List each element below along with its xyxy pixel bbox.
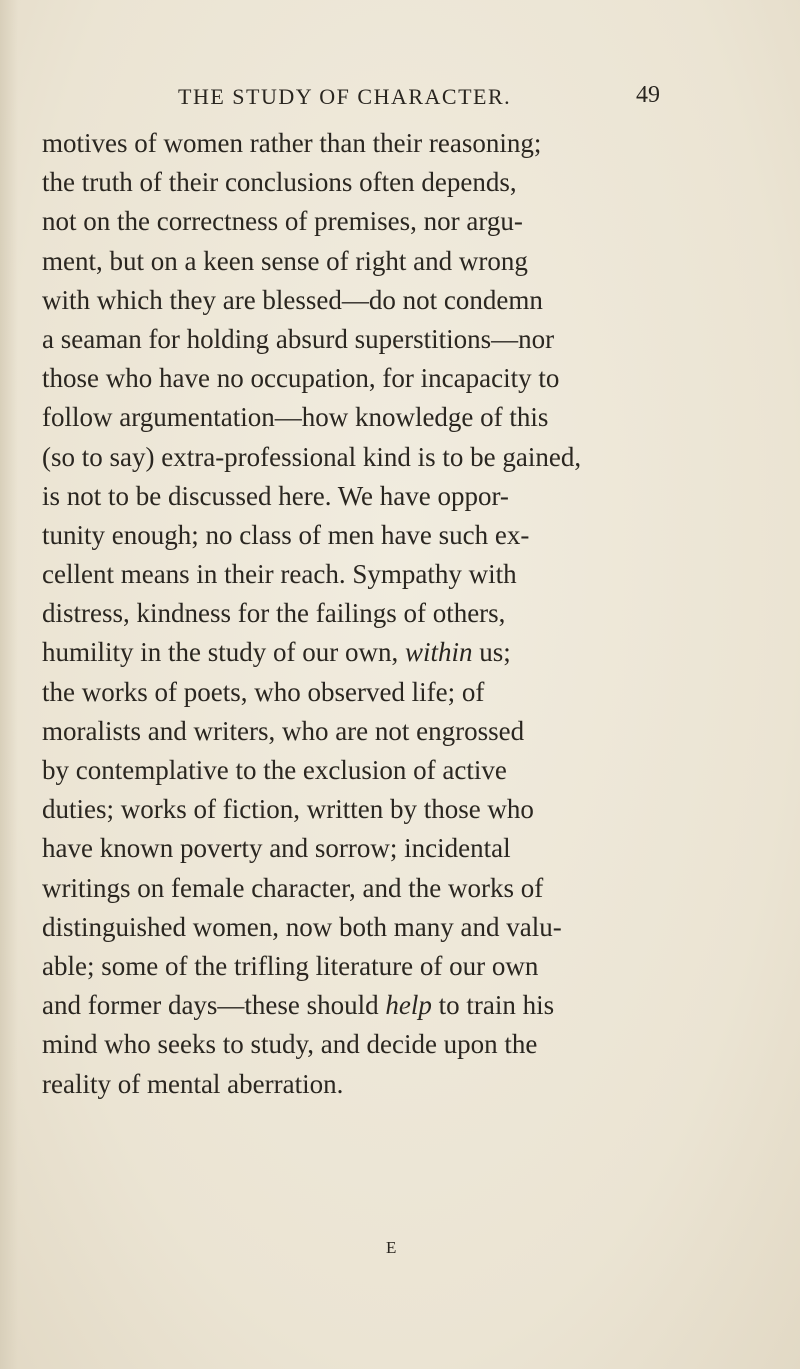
text-line: writings on female character, and the works of xyxy=(42,872,544,903)
text-line: reality of mental aberration. xyxy=(42,1068,344,1099)
text-line: the works of poets, who observed life; of xyxy=(42,676,485,707)
text-segment: and former days—these should xyxy=(42,990,386,1021)
text-segment: humility in the study of our own, xyxy=(42,637,405,668)
text-line: with which they are blessed—do not condemn xyxy=(42,284,543,315)
text-segment: to train his xyxy=(431,990,555,1021)
text-line: is not to be discussed here. We have oppor- xyxy=(42,480,509,511)
running-head xyxy=(0,84,800,114)
text-line: duties; works of fiction, written by those who xyxy=(42,794,534,825)
body-text xyxy=(42,124,772,1104)
text-line: distinguished women, now both many and valu- xyxy=(42,911,562,942)
text-line: motives of women rather than their reasoning; xyxy=(42,128,542,158)
text-line: by contemplative to the exclusion of active xyxy=(42,755,507,785)
italic-word: help xyxy=(385,990,432,1021)
italic-word: within xyxy=(404,637,473,668)
text-line: mind who seeks to study, and decide upon the xyxy=(42,1029,538,1060)
text-line: cellent means in their reach. Sympathy with xyxy=(42,559,517,590)
text-line: moralists and writers, who are not engrossed xyxy=(42,715,525,746)
text-line xyxy=(42,633,772,672)
page-edge-shadow xyxy=(0,0,18,1369)
text-line: (so to say) extra-professional kind is to be gained, xyxy=(42,441,582,472)
text-line: those who have no occupation, for incapacity to xyxy=(42,363,560,394)
text-line: not on the correctness of premises, nor argu- xyxy=(42,206,523,237)
text-line: distress, kindness for the failings of others, xyxy=(42,598,506,629)
text-line: have known poverty and sorrow; incidental xyxy=(42,833,511,864)
text-line xyxy=(42,986,772,1025)
text-segment: us; xyxy=(472,637,511,668)
text-line: the truth of their conclusions often depends, xyxy=(42,167,517,198)
text-line: tunity enough; no class of men have such ex- xyxy=(42,519,530,550)
text-line: ment, but on a keen sense of right and wrong xyxy=(42,245,528,276)
text-line: a seaman for holding absurd superstitions—nor xyxy=(42,323,555,354)
page-number: 49 xyxy=(636,82,660,108)
running-title: THE STUDY OF CHARACTER. xyxy=(178,84,512,109)
text-line: follow argumentation—how knowledge of this xyxy=(42,402,549,433)
signature-mark: E xyxy=(386,1238,398,1257)
text-line: able; some of the trifling literature of our own xyxy=(42,950,539,981)
